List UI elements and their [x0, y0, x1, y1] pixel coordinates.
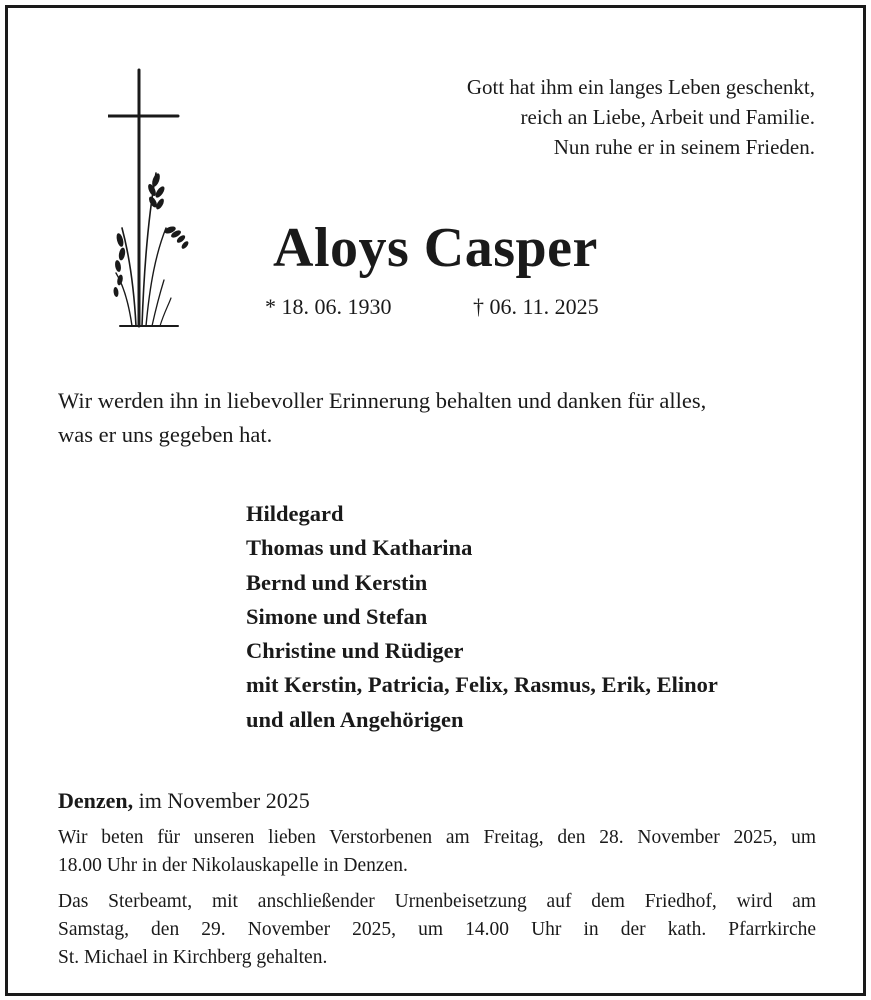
place-town: Denzen, — [58, 788, 134, 813]
mourner-entry: Christine und Rüdiger — [246, 638, 464, 664]
deceased-name: Aloys Casper — [273, 217, 598, 279]
prayer-line: 18.00 Uhr in der Nikolauskapelle in Denzen. — [58, 855, 408, 876]
mourner-entry: und allen Angehörigen — [246, 706, 464, 732]
epitaph-quote — [467, 72, 815, 162]
mourner-entry: Simone und Stefan — [246, 603, 428, 629]
quote-line: Gott hat ihm ein langes Leben geschenkt, — [466, 75, 815, 99]
funeral-notice — [58, 888, 816, 972]
funeral-line: Samstag, den 29. November 2025, um 14.00 Uhr in der kath. Pfarrkirche — [58, 919, 816, 940]
prayer-line: Wir beten für unseren lieben Verstorbenen am Freitag, den 28. November 2025, um — [58, 827, 816, 848]
place-date: im November 2025 — [138, 788, 310, 813]
death-date: † 06. 11. 2025 — [473, 294, 599, 319]
remembrance-line: Wir werden ihn in liebevoller Erinnerung behalten und danken für alles, — [58, 388, 707, 413]
mourners-list — [246, 497, 718, 737]
remembrance-line: was er uns gegeben hat. — [58, 422, 273, 447]
obituary-frame — [5, 5, 866, 996]
mourner-entry: mit Kerstin, Patricia, Felix, Rasmus, Erik, Elinor — [246, 672, 718, 698]
prayer-notice — [58, 824, 816, 880]
remembrance-text — [58, 384, 818, 452]
place-and-date — [58, 788, 310, 814]
mourner-entry: Bernd und Kerstin — [246, 569, 428, 595]
quote-line: reich an Liebe, Arbeit und Familie. — [520, 105, 815, 129]
funeral-line: St. Michael in Kirchberg gehalten. — [58, 947, 328, 968]
quote-line: Nun ruhe er in seinem Frieden. — [553, 135, 815, 159]
birth-date: * 18. 06. 1930 — [265, 294, 392, 319]
mourner-entry: Hildegard — [246, 501, 344, 526]
cross-with-wheat-icon — [108, 68, 198, 333]
funeral-line: Das Sterbeamt, mit anschließender Urnenbeisetzung auf dem Friedhof, wird am — [58, 891, 816, 912]
mourner-entry: Thomas und Katharina — [246, 535, 473, 561]
